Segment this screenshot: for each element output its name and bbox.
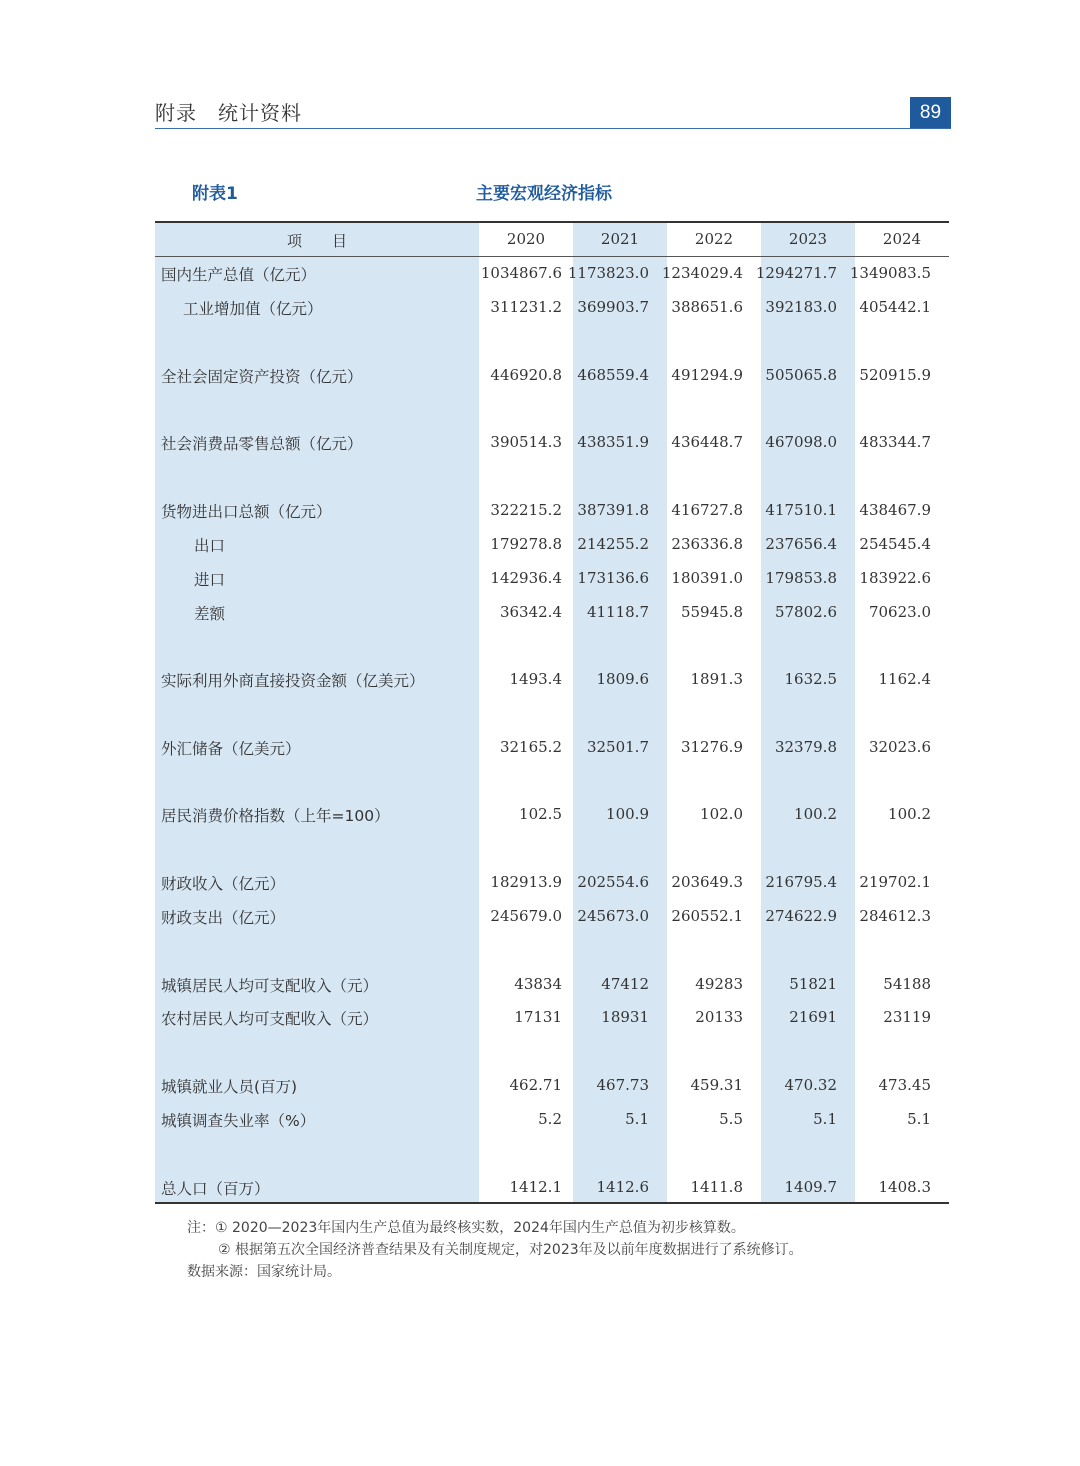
- table-row: [155, 500, 949, 530]
- value-cell-2020: 17131: [514, 1008, 562, 1026]
- value-cell-2023: 51821: [789, 975, 837, 993]
- value-cell-2021: 18931: [601, 1008, 649, 1026]
- value-cell-2023: 57802.6: [774, 603, 837, 621]
- table-notes: [187, 1217, 803, 1283]
- value-cell-2023: 417510.1: [765, 501, 837, 519]
- value-cell-2023: 21691: [789, 1008, 837, 1026]
- value-cell-2021: 47412: [601, 975, 649, 993]
- value-cell-2022: 203649.3: [671, 873, 743, 891]
- header-year: 2023: [788, 230, 828, 248]
- value-cell-2023: 1294271.7: [755, 264, 837, 282]
- value-cell-2024: 1408.3: [878, 1178, 931, 1196]
- value-cell-2021: 32501.7: [586, 738, 649, 756]
- header-year: 2021: [600, 230, 640, 248]
- row-label: 总人口（百万）: [161, 1180, 270, 1198]
- value-cell-2021: 173136.6: [577, 569, 649, 587]
- value-cell-2020: 102.5: [519, 805, 562, 823]
- table-row: [155, 872, 949, 902]
- value-cell-2020: 5.2: [538, 1110, 562, 1128]
- row-label: 国内生产总值（亿元）: [161, 266, 317, 284]
- value-cell-2023: 467098.0: [765, 433, 837, 451]
- value-cell-2020: 322215.2: [490, 501, 562, 519]
- table-row: [155, 974, 949, 1004]
- value-cell-2020: 1034867.6: [480, 264, 562, 282]
- value-cell-2020: 311231.2: [490, 298, 562, 316]
- table-row: [155, 669, 949, 699]
- table-row: [155, 432, 949, 462]
- value-cell-2020: 446920.8: [490, 366, 562, 384]
- value-cell-2023: 216795.4: [765, 873, 837, 891]
- value-cell-2022: 31276.9: [680, 738, 743, 756]
- value-cell-2020: 182913.9: [490, 873, 562, 891]
- note-line-2: ② 根据第五次全国经济普查结果及有关制度规定，对2023年及以前年度数据进行了系统修订。: [218, 1242, 803, 1258]
- header-year: 2020: [506, 230, 546, 248]
- value-cell-2022: 388651.6: [671, 298, 743, 316]
- value-cell-2024: 70623.0: [868, 603, 931, 621]
- value-cell-2021: 369903.7: [577, 298, 649, 316]
- value-cell-2021: 245673.0: [577, 907, 649, 925]
- value-cell-2024: 1349083.5: [849, 264, 931, 282]
- value-cell-2022: 55945.8: [680, 603, 743, 621]
- table-row: [155, 1075, 949, 1105]
- row-label: 城镇就业人员(百万): [161, 1078, 298, 1096]
- row-label: 出口: [194, 537, 226, 555]
- table-row: [155, 602, 949, 632]
- value-cell-2020: 36342.4: [499, 603, 562, 621]
- value-cell-2024: 23119: [883, 1008, 931, 1026]
- value-cell-2020: 462.71: [509, 1076, 562, 1094]
- row-label: 外汇储备（亿美元）: [161, 740, 301, 758]
- row-label: 居民消费价格指数（上年=100）: [161, 807, 390, 825]
- value-cell-2023: 1632.5: [784, 670, 837, 688]
- value-cell-2024: 32023.6: [868, 738, 931, 756]
- value-cell-2022: 102.0: [700, 805, 743, 823]
- value-cell-2021: 468559.4: [577, 366, 649, 384]
- value-cell-2024: 183922.6: [859, 569, 931, 587]
- value-cell-2020: 179278.8: [490, 535, 562, 553]
- table-row: [155, 906, 949, 936]
- value-cell-2021: 202554.6: [577, 873, 649, 891]
- value-cell-2024: 520915.9: [859, 366, 931, 384]
- page-header-title: 附录 统计资料: [155, 101, 302, 125]
- value-cell-2024: 100.2: [888, 805, 931, 823]
- row-label: 农村居民人均可支配收入（元）: [161, 1010, 379, 1028]
- value-cell-2023: 1409.7: [784, 1178, 837, 1196]
- value-cell-2024: 54188: [883, 975, 931, 993]
- value-cell-2023: 392183.0: [765, 298, 837, 316]
- value-cell-2024: 254545.4: [859, 535, 931, 553]
- value-cell-2021: 100.9: [606, 805, 649, 823]
- table-top-rule: [155, 221, 949, 223]
- table-row: [155, 365, 949, 395]
- value-cell-2022: 491294.9: [671, 366, 743, 384]
- value-cell-2021: 1412.6: [596, 1178, 649, 1196]
- value-cell-2021: 5.1: [625, 1110, 649, 1128]
- value-cell-2021: 214255.2: [577, 535, 649, 553]
- value-cell-2022: 1411.8: [690, 1178, 743, 1196]
- value-cell-2024: 1162.4: [878, 670, 931, 688]
- value-cell-2023: 32379.8: [774, 738, 837, 756]
- header-item: 项 目: [286, 232, 347, 250]
- value-cell-2023: 100.2: [794, 805, 837, 823]
- value-cell-2023: 470.32: [784, 1076, 837, 1094]
- row-label: 工业增加值（亿元）: [183, 300, 323, 318]
- header-rule: [155, 128, 951, 129]
- table-title: 主要宏观经济指标: [476, 184, 612, 204]
- value-cell-2023: 237656.4: [765, 535, 837, 553]
- header-year: 2022: [694, 230, 734, 248]
- table-row: [155, 263, 949, 293]
- value-cell-2021: 467.73: [596, 1076, 649, 1094]
- value-cell-2024: 284612.3: [859, 907, 931, 925]
- table-row: [155, 1109, 949, 1139]
- table-row: [155, 534, 949, 564]
- row-label: 社会消费品零售总额（亿元）: [161, 435, 363, 453]
- table-row: [155, 297, 949, 327]
- value-cell-2020: 1493.4: [509, 670, 562, 688]
- value-cell-2023: 505065.8: [765, 366, 837, 384]
- row-label: 全社会固定资产投资（亿元）: [161, 368, 363, 386]
- value-cell-2021: 387391.8: [577, 501, 649, 519]
- row-label: 财政收入（亿元）: [161, 875, 286, 893]
- table-row: [155, 804, 949, 834]
- value-cell-2023: 179853.8: [765, 569, 837, 587]
- value-cell-2021: 1809.6: [596, 670, 649, 688]
- value-cell-2024: 5.1: [907, 1110, 931, 1128]
- value-cell-2020: 245679.0: [490, 907, 562, 925]
- row-label: 货物进出口总额（亿元）: [161, 503, 332, 521]
- value-cell-2023: 5.1: [813, 1110, 837, 1128]
- value-cell-2022: 236336.8: [671, 535, 743, 553]
- value-cell-2024: 219702.1: [859, 873, 931, 891]
- value-cell-2020: 390514.3: [490, 433, 562, 451]
- value-cell-2020: 1412.1: [509, 1178, 562, 1196]
- value-cell-2022: 49283: [695, 975, 743, 993]
- value-cell-2021: 1173823.0: [567, 264, 649, 282]
- value-cell-2024: 483344.7: [859, 433, 931, 451]
- table-row: [155, 568, 949, 598]
- value-cell-2022: 1891.3: [690, 670, 743, 688]
- value-cell-2022: 436448.7: [671, 433, 743, 451]
- table-row: [155, 1007, 949, 1037]
- value-cell-2022: 416727.8: [671, 501, 743, 519]
- table-label: 附表1: [192, 184, 238, 204]
- value-cell-2022: 5.5: [719, 1110, 743, 1128]
- value-cell-2020: 43834: [514, 975, 562, 993]
- row-label: 进口: [194, 571, 226, 589]
- table-header-rule: [155, 256, 949, 257]
- value-cell-2024: 405442.1: [859, 298, 931, 316]
- row-label: 城镇居民人均可支配收入（元）: [161, 977, 379, 995]
- value-cell-2021: 438351.9: [577, 433, 649, 451]
- value-cell-2023: 274622.9: [765, 907, 837, 925]
- note-line-1: 注：① 2020—2023年国内生产总值为最终核实数，2024年国内生产总值为初步核算数。: [187, 1220, 745, 1236]
- value-cell-2020: 32165.2: [499, 738, 562, 756]
- value-cell-2022: 180391.0: [671, 569, 743, 587]
- data-source-note: 数据来源：国家统计局。: [187, 1264, 341, 1280]
- value-cell-2021: 41118.7: [586, 603, 649, 621]
- value-cell-2022: 20133: [695, 1008, 743, 1026]
- value-cell-2022: 459.31: [690, 1076, 743, 1094]
- header-year: 2024: [882, 230, 922, 248]
- value-cell-2022: 1234029.4: [661, 264, 743, 282]
- row-label: 实际利用外商直接投资金额（亿美元）: [161, 672, 425, 690]
- value-cell-2024: 473.45: [878, 1076, 931, 1094]
- row-label: 城镇调查失业率（%）: [161, 1112, 316, 1130]
- value-cell-2022: 260552.1: [671, 907, 743, 925]
- table-row: [155, 737, 949, 767]
- table-row: [155, 1177, 949, 1207]
- value-cell-2020: 142936.4: [490, 569, 562, 587]
- row-label: 财政支出（亿元）: [161, 909, 286, 927]
- value-cell-2024: 438467.9: [859, 501, 931, 519]
- row-label: 差额: [194, 605, 226, 623]
- page-number-badge: 89: [910, 97, 951, 129]
